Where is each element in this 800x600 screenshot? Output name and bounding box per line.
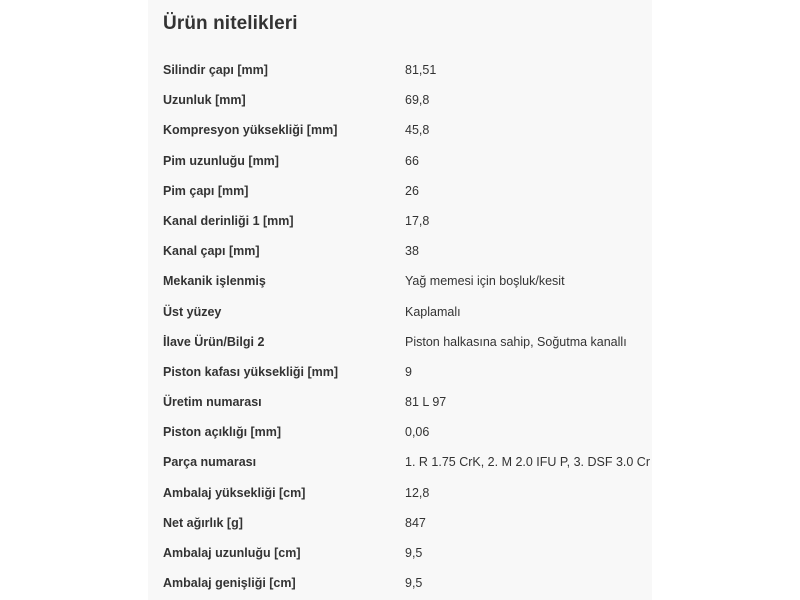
- attribute-value: 26: [405, 183, 419, 198]
- attribute-value: 45,8: [405, 123, 430, 138]
- attribute-value: 81,51: [405, 63, 437, 77]
- attribute-row: [163, 206, 643, 236]
- attribute-label: Parça numarası: [163, 455, 257, 470]
- attribute-label: Uzunluk [mm]: [163, 93, 246, 108]
- attribute-row: [163, 417, 643, 447]
- attribute-value: 12,8: [405, 485, 430, 500]
- attribute-row: [163, 568, 643, 598]
- attribute-label: Ambalaj genişliği [cm]: [163, 576, 296, 591]
- attribute-row: [163, 115, 643, 145]
- attribute-row: [163, 146, 643, 176]
- attribute-label: Piston açıklığı [mm]: [163, 425, 282, 440]
- attribute-row: [163, 266, 643, 296]
- attribute-label: Ambalaj uzunluğu [cm]: [163, 546, 301, 560]
- attribute-label: Mekanik işlenmiş: [163, 274, 266, 289]
- attribute-value: 66: [405, 153, 419, 168]
- attribute-row: [163, 447, 650, 477]
- attribute-label: Silindir çapı [mm]: [163, 63, 268, 77]
- attribute-row: [163, 327, 643, 357]
- attribute-label: Kanal çapı [mm]: [163, 244, 260, 259]
- attribute-value: 847: [405, 515, 426, 530]
- attribute-row: [163, 55, 643, 85]
- attribute-value: Piston halkasına sahip, Soğutma kanallı: [405, 334, 627, 349]
- attribute-value: 9: [405, 364, 412, 379]
- attribute-value: Kaplamalı: [405, 304, 461, 319]
- attribute-label: Piston kafası yüksekliği [mm]: [163, 364, 339, 379]
- attribute-label: Kanal derinliği 1 [mm]: [163, 213, 294, 228]
- attribute-label: Üst yüzey: [163, 304, 222, 319]
- attribute-row: [163, 176, 643, 206]
- attribute-value: 1. R 1.75 CrK, 2. M 2.0 IFU P, 3. DSF 3.0 Cr: [405, 455, 650, 470]
- attributes-list: [163, 55, 650, 598]
- attribute-value: 9,5: [405, 576, 423, 591]
- attribute-label: Net ağırlık [g]: [163, 515, 243, 530]
- attribute-value: 69,8: [405, 93, 430, 108]
- attribute-row: [163, 236, 643, 266]
- product-attributes-panel: [148, 0, 652, 600]
- attribute-row: [163, 538, 643, 568]
- attribute-value: 38: [405, 244, 419, 259]
- attribute-row: [163, 387, 643, 417]
- attribute-label: Kompresyon yüksekliği [mm]: [163, 123, 338, 138]
- attribute-label: Üretim numarası: [163, 395, 262, 410]
- attribute-row: [163, 508, 643, 538]
- attribute-label: Pim çapı [mm]: [163, 183, 249, 198]
- attribute-label: İlave Ürün/Bilgi 2: [163, 334, 265, 349]
- attribute-value: Yağ memesi için boşluk/kesit: [405, 274, 565, 289]
- attribute-label: Ambalaj yüksekliği [cm]: [163, 485, 306, 500]
- attribute-row: [163, 357, 643, 387]
- attribute-value: 9,5: [405, 546, 423, 560]
- section-title: Ürün nitelikleri: [163, 13, 298, 34]
- attribute-label: Pim uzunluğu [mm]: [163, 153, 279, 168]
- attribute-row: [163, 85, 643, 115]
- attribute-value: 0,06: [405, 425, 430, 440]
- attribute-row: [163, 478, 643, 508]
- attribute-value: 17,8: [405, 213, 430, 228]
- attribute-value: 81 L 97: [405, 395, 447, 410]
- attribute-row: [163, 297, 643, 327]
